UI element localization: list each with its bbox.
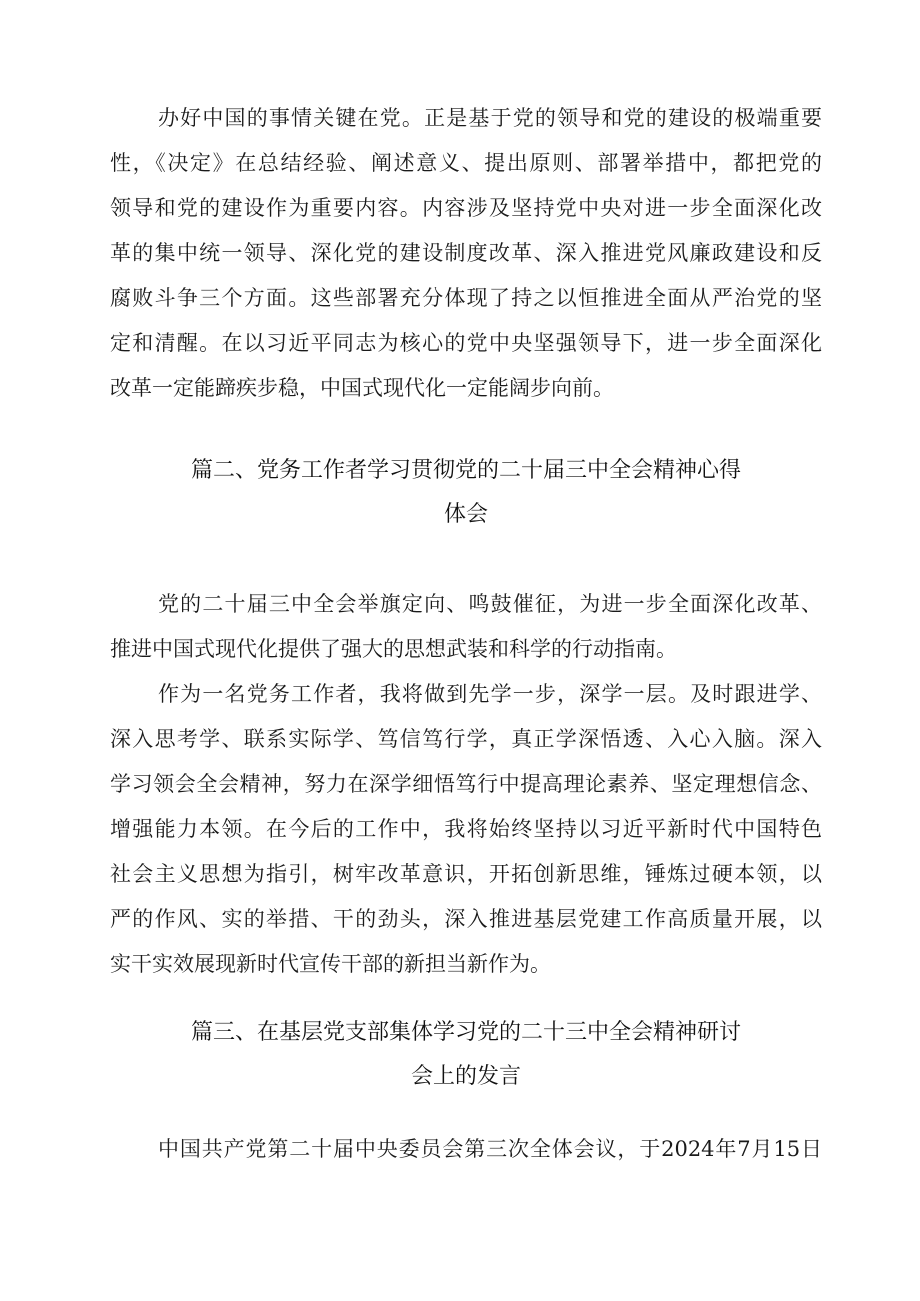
- text-line: 办好中国的事情关键在党。正是基于党的领导和党的建设的极端重要: [158, 106, 822, 130]
- section-heading-2: [110, 449, 822, 537]
- text-line: 改革一定能蹄疾步稳，中国式现代化一定能阔步向前。: [110, 376, 614, 400]
- heading-line: 篇二、党务工作者学习贯彻党的二十届三中全会精神心得: [190, 458, 741, 483]
- text-line: 领导和党的建设作为重要内容。内容涉及坚持党中央对进一步全面深化改: [110, 196, 822, 220]
- text-line: 革的集中统一领导、深化党的建设制度改革、深入推进党风廉政建设和反: [110, 241, 822, 265]
- section2-paragraph-2: [110, 672, 822, 987]
- section1-paragraph: [110, 96, 822, 411]
- text-line: 学习领会全会精神，努力在深学细悟笃行中提高理论素养、坚定理想信念、: [110, 772, 822, 796]
- heading-line: 体会: [443, 502, 488, 527]
- section3-paragraph: [110, 1127, 822, 1172]
- text-line: 性，《决定》在总结经验、阐述意义、提出原则、部署举措中，都把党的: [110, 151, 822, 175]
- text-line: 社会主义思想为指引，树牢改革意识，开拓创新思维，锤炼过硬本领，以: [110, 862, 822, 886]
- text-line: 深入思考学、联系实际学、笃信笃行学，真正学深悟透、入心入脑。深入: [110, 727, 822, 751]
- text-line: 党的二十届三中全会举旗定向、鸣鼓催征，为进一步全面深化改革、: [158, 592, 822, 616]
- heading-line: 篇三、在基层党支部集体学习党的二十三中全会精神研讨: [190, 1020, 741, 1045]
- text-line: 腐败斗争三个方面。这些部署充分体现了持之以恒推进全面从严治党的坚: [110, 286, 822, 310]
- text-line: 严的作风、实的举措、干的劲头，深入推进基层党建工作高质量开展，以: [110, 907, 822, 931]
- text-line: 作为一名党务工作者，我将做到先学一步，深学一层。及时跟进学、: [158, 682, 822, 706]
- text-line: 定和清醒。在以习近平同志为核心的党中央坚强领导下，进一步全面深化: [110, 331, 822, 355]
- section2-paragraph-1: [110, 582, 822, 672]
- text-line: 实干实效展现新时代宣传干部的新担当新作为。: [110, 952, 551, 976]
- text-line: 推进中国式现代化提供了强大的思想武装和科学的行动指南。: [110, 637, 677, 661]
- text-line: 增强能力本领。在今后的工作中，我将始终坚持以习近平新时代中国特色: [110, 817, 822, 841]
- section-heading-3: [110, 1011, 822, 1099]
- text-line: 中国共产党第二十届中央委员会第三次全体会议，于2024年7月15日: [158, 1137, 822, 1161]
- heading-line: 会上的发言: [410, 1064, 521, 1089]
